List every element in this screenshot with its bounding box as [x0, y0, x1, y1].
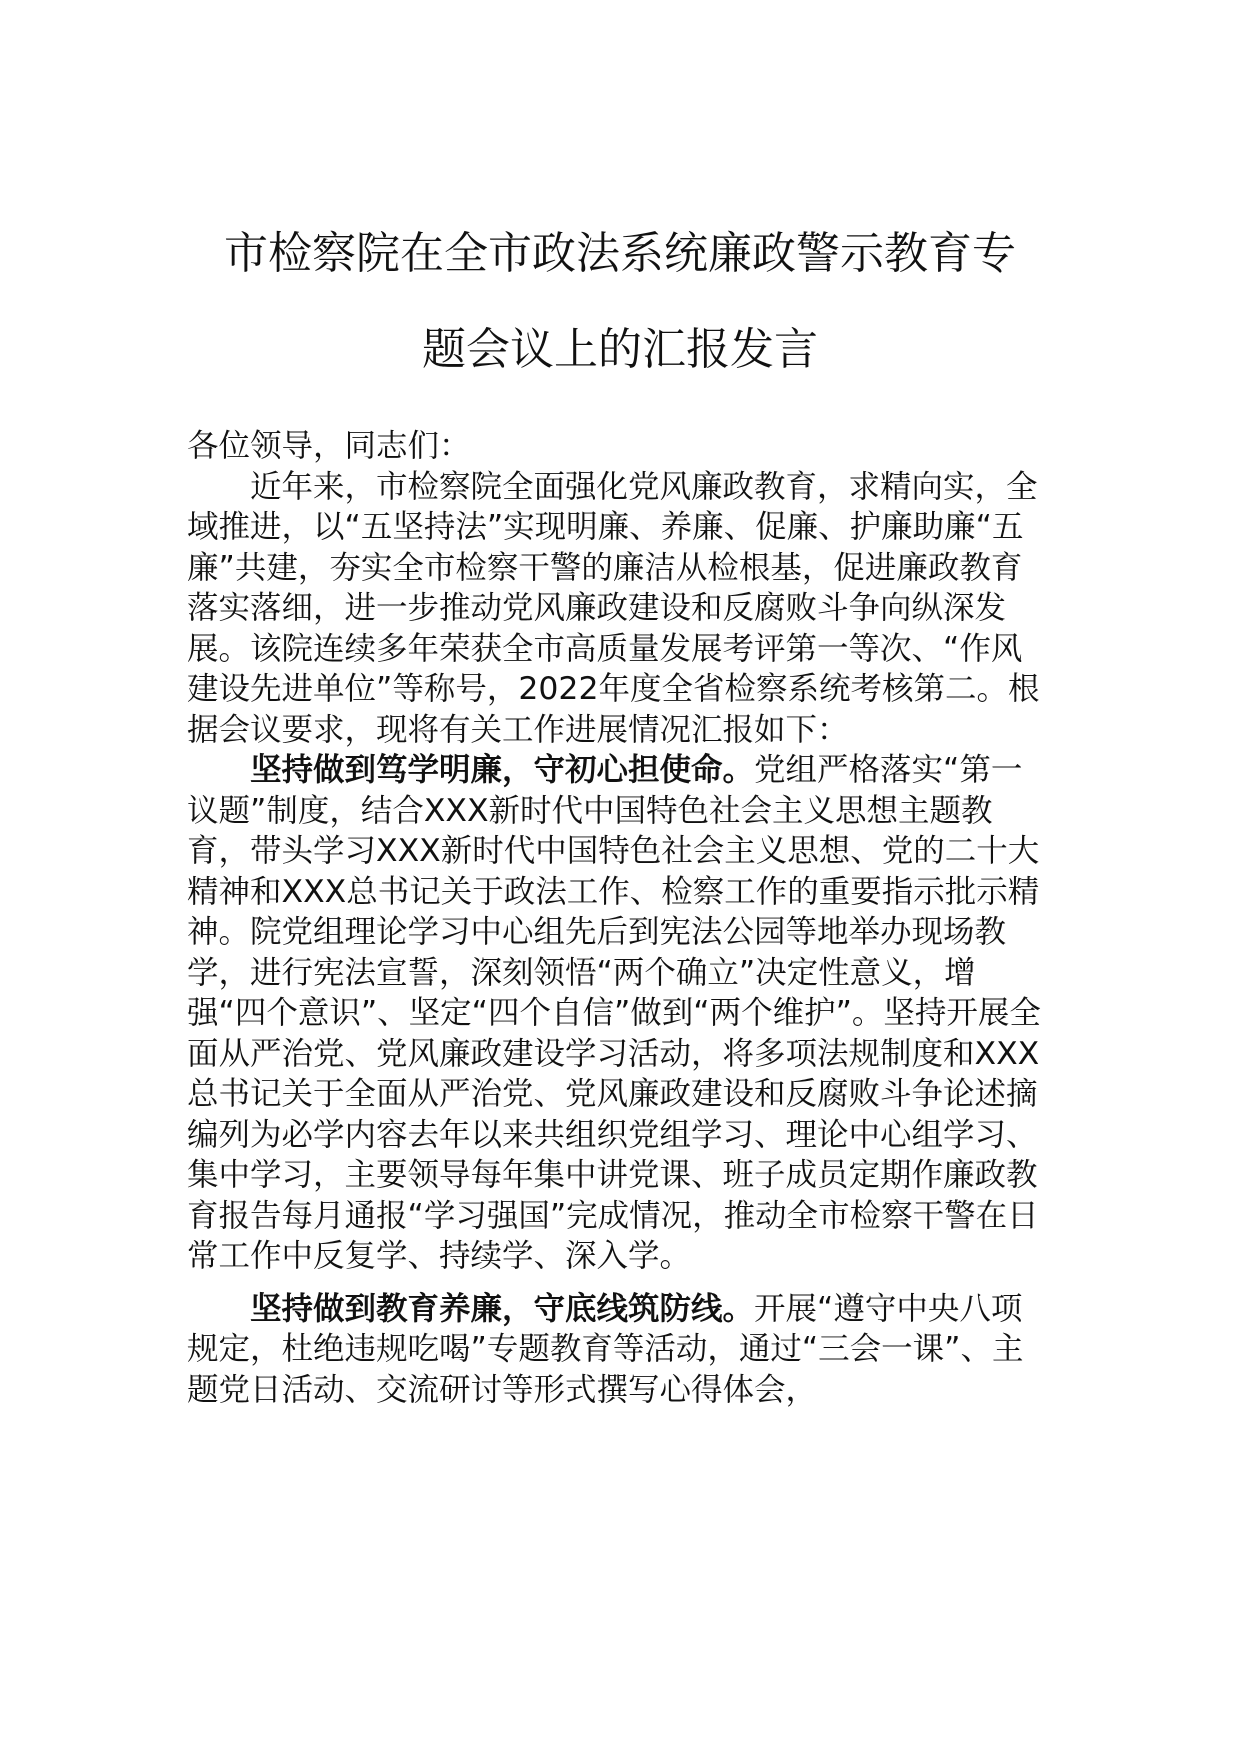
salutation: 各位领导，同志们：	[187, 428, 471, 464]
title-line-1: 市检察院在全市政法系统廉政警示教育专	[224, 228, 1016, 279]
title-line-2: 题会议上的汇报发言	[422, 324, 818, 375]
paragraph-text: 近年来，市检察院全面强化党风廉政教育，求精向实，全域推进，以“五坚持法”实现明廉、养廉、促廉、护廉助廉“五廉”共建，夯实全市检察干警的廉洁从检根基，促进廉政教育落实落细，进一步推动党风廉政建设和反腐败斗争向纵深发展。该院连续多年荣获全市高质量发展考评第一等次、“作风建设先进单位”等称号，2022年度全省检察系统考核第二。根据会议要求，现将有关工作进展情况汇报如下：	[187, 468, 1040, 748]
paragraph-lead: 坚持做到教育养廉，守底线筑防线。	[250, 1290, 755, 1327]
document-title	[150, 206, 1090, 398]
paragraph-section-2	[187, 1289, 1053, 1411]
paragraph-section-1	[187, 750, 1053, 1277]
paragraph-text: 党组严格落实“第一议题”制度，结合XXX新时代中国特色社会主义思想主题教育，带头学习XXX新时代中国特色社会主义思想、党的二十大精神和XXX总书记关于政法工作、检察工作的重要指示批示精神。院党组理论学习中心组先后到宪法公园等地举办现场教学，进行宪法宣誓，深刻领悟“两个确立”决定性意义，增强“四个意识”、坚定“四个自信”做到“两个维护”。坚持开展全面从严治党、党风廉政建设学习活动，将多项法规制度和XXX总书记关于全面从严治党、党风廉政建设和反腐败斗争论述摘编列为必学内容去年以来共组织党组学习、理论中心组学习、集中学习，主要领导每年集中讲党课、班子成员定期作廉政教育报告每月通报“学习强国”完成情况，推动全市检察干警在日常工作中反复学、持续学、深入学。	[187, 752, 1041, 1274]
paragraph-intro	[187, 467, 1053, 751]
document-body	[187, 426, 1053, 1410]
paragraph-lead: 坚持做到笃学明廉，守初心担使命。	[250, 752, 755, 788]
paragraph-text: 开展“遵守中央八项规定，杜绝违规吃喝”专题教育等活动，通过“三会一课”、主题党日活动、交流研讨等形式撰写心得体会，	[187, 1290, 1024, 1408]
